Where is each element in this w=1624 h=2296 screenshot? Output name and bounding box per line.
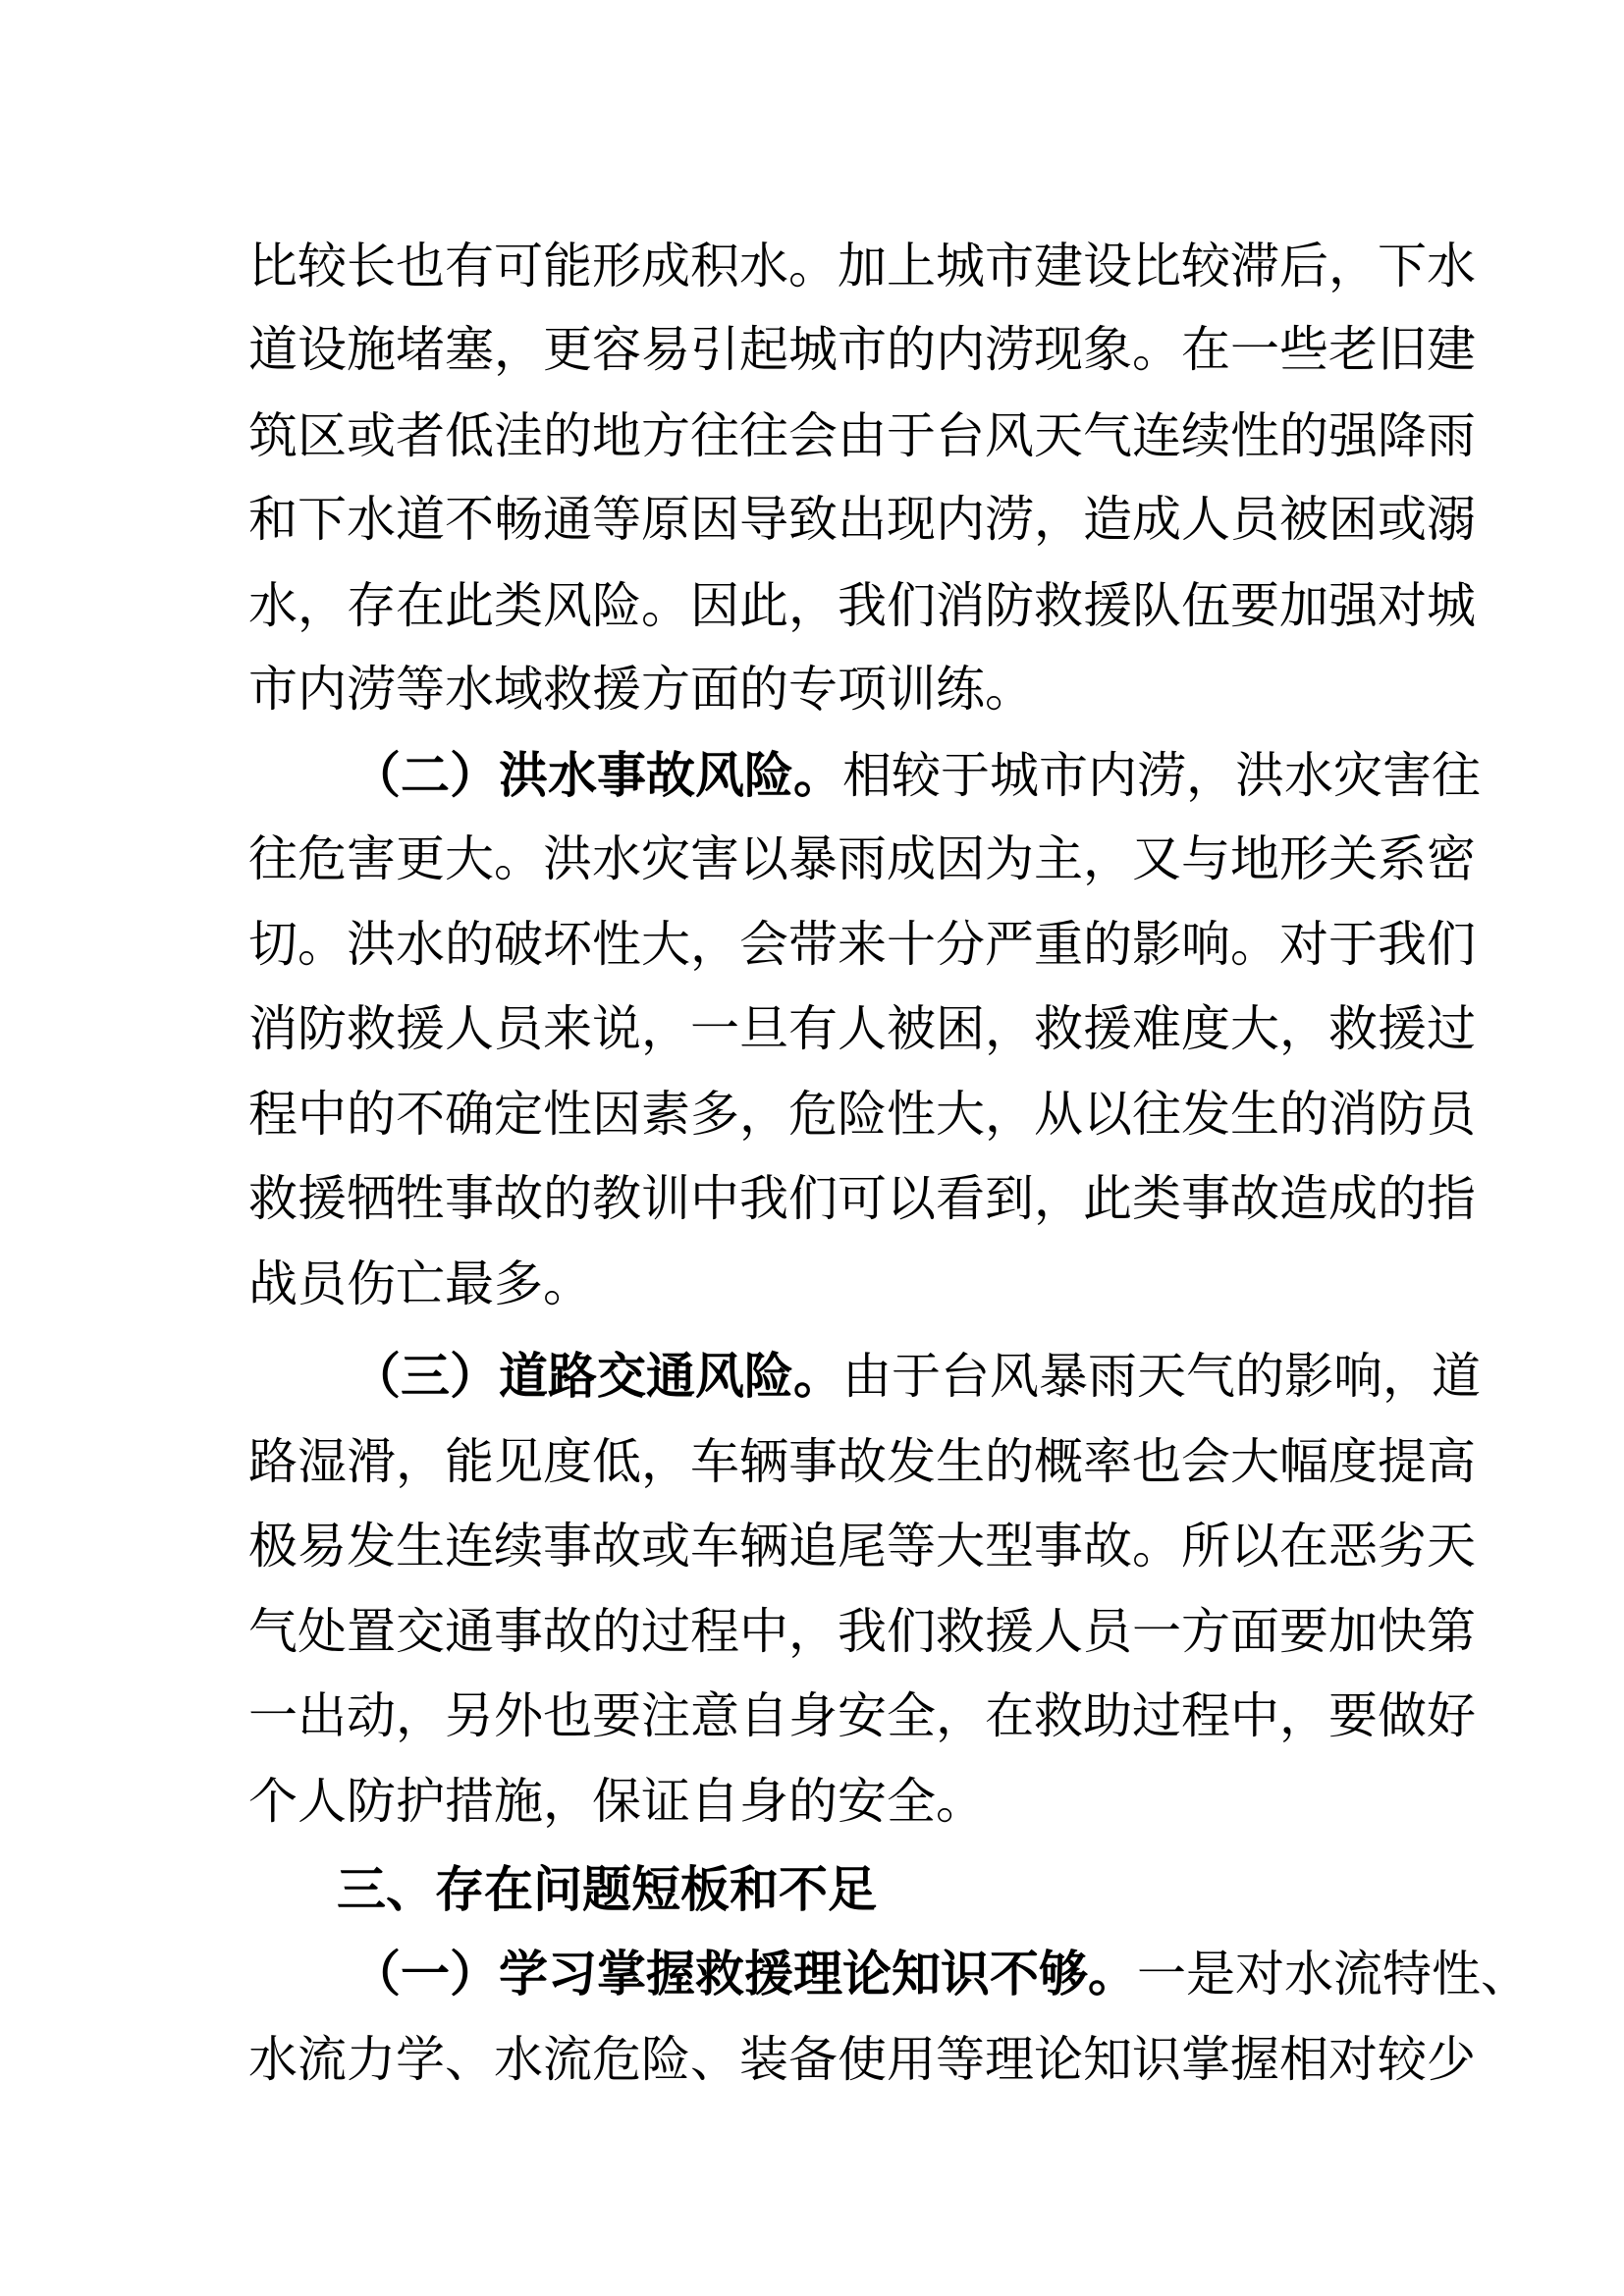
text-line: 比较长也有可能形成积水。加上城市建设比较滞后，下水 <box>248 238 1476 294</box>
text-line: 和下水道不畅通等原因导致出现内涝，造成人员被困或溺 <box>248 491 1476 548</box>
text-line: 筑区或者低洼的地方往往会由于台风天气连续性的强降雨 <box>248 407 1476 464</box>
paragraph-lead-line <box>352 1347 1481 1406</box>
text-line: 程中的不确定性因素多，危险性大，从以往发生的消防员 <box>248 1086 1476 1143</box>
text-line: 气处置交通事故的过程中，我们救援人员一方面要加快第 <box>248 1603 1476 1660</box>
text-line: 消防救援人员来说，一旦有人被困，救援难度大，救援过 <box>248 1000 1476 1057</box>
text-line: 路湿滑，能见度低，车辆事故发生的概率也会大幅度提高 <box>248 1433 1476 1490</box>
text-line: 极易发生连续事故或车辆追尾等大型事故。所以在恶劣天 <box>248 1518 1476 1575</box>
section-heading: 三、存在问题短板和不足 <box>337 1861 877 1918</box>
subheading-flood-risk: （二）洪水事故风险。 <box>352 747 842 804</box>
text-line: 水流力学、水流危险、装备使用等理论知识掌握相对较少 <box>248 2031 1476 2088</box>
subheading-theory-knowledge: （一）学习掌握救援理论知识不够。 <box>352 1946 1137 2002</box>
text-line: 救援牺牲事故的教训中我们可以看到，此类事故造成的指 <box>248 1170 1476 1227</box>
text-line: 个人防护措施，保证自身的安全。 <box>248 1773 985 1830</box>
text-span: 由于台风暴雨天气的影响，道 <box>842 1348 1481 1405</box>
text-span: 一是对水流特性、 <box>1137 1946 1530 2002</box>
text-line: 切。洪水的破坏性大，会带来十分严重的影响。对于我们 <box>248 916 1476 973</box>
text-line: 往危害更大。洪水灾害以暴雨成因为主，又与地形关系密 <box>248 830 1476 887</box>
text-line: 市内涝等水域救援方面的专项训练。 <box>248 661 1034 718</box>
text-line: 一出动，另外也要注意自身安全，在救助过程中，要做好 <box>248 1687 1476 1744</box>
text-line: 战员伤亡最多。 <box>248 1255 592 1312</box>
text-line: 水，存在此类风险。因此，我们消防救援队伍要加强对城 <box>248 577 1476 634</box>
paragraph-lead-line <box>352 1945 1530 2003</box>
text-span: 相较于城市内涝，洪水灾害往 <box>842 747 1481 804</box>
paragraph-lead-line <box>352 746 1481 805</box>
subheading-traffic-risk: （三）道路交通风险。 <box>352 1348 842 1405</box>
text-line: 道设施堵塞，更容易引起城市的内涝现象。在一些老旧建 <box>248 321 1476 378</box>
